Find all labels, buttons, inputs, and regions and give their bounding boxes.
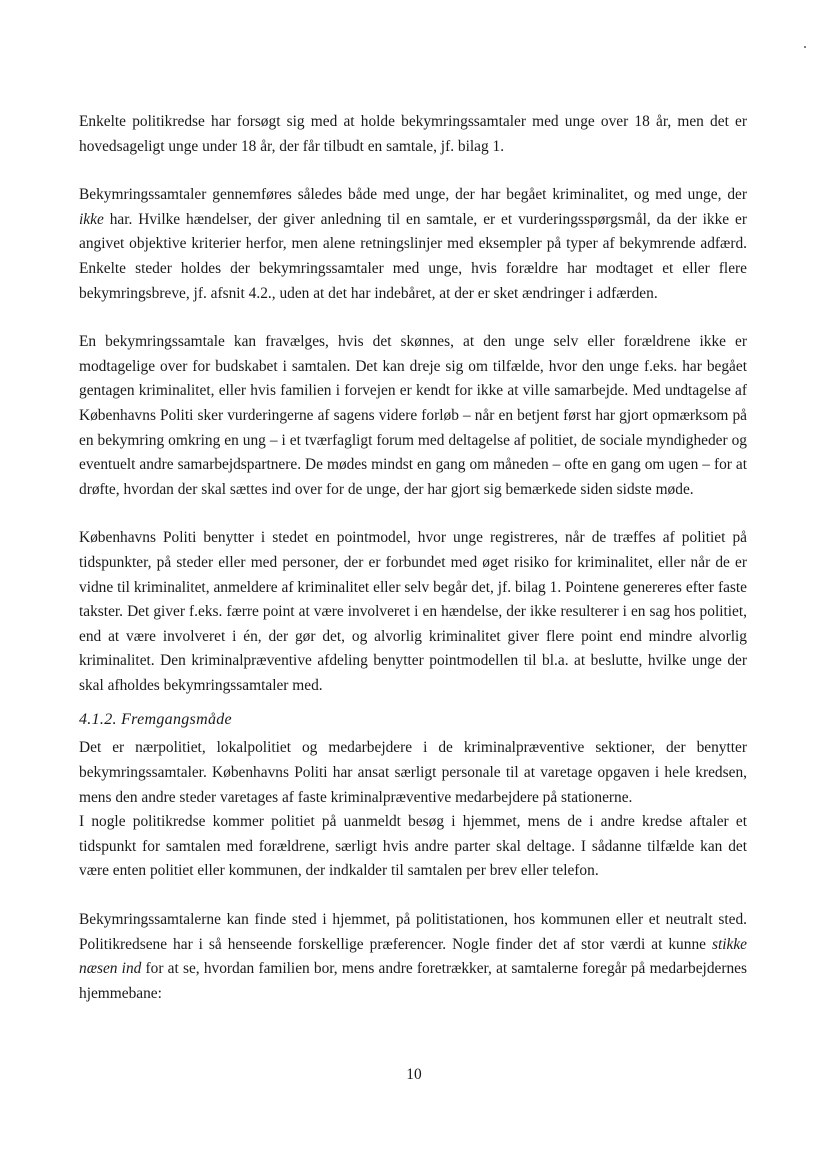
section-paragraph-2 [79,810,747,884]
text-segment: Enkelte politikredse har forsøgt sig med at holde bekymringssamtaler med unge over 18 år, men det er hovedsageligt unge under 18 år, der får tilbudt en samtale, jf. bilag 1. [79,113,747,155]
text-segment: har. Hvilke hændelser, der giver anledning til en samtale, er et vurderingsspørgsmål, da der ikke er angivet objektive kriterier herfor, men alene retningslinjer med eksempler på typer af bekymrende adfærd. Enkelte steder holdes der bekymringssamtaler med unge, hvis forældre har modtaget et eller flere bekymringsbreve, jf. afsnit 4.2., uden at det har indebåret, at der er sket ændringer i adfærden. [79,210,747,302]
section-paragraph-3 [79,908,747,1006]
scan-speck [804,46,806,48]
section-heading: 4.1.2. Fremgangsmåde [79,711,232,729]
paragraph-3 [79,330,747,502]
text-segment: I nogle politikredse kommer politiet på uanmeldt besøg i hjemmet, mens de i andre kredse aftaler et tidspunkt for samtalen med forældrene, særligt hvis andre parter skal deltage. I sådanne tilfælde kan det være enten politiet eller kommunen, der indkalder til samtalen per brev eller telefon. [79,813,747,880]
emphasis-text: stikke næsen ind [79,935,747,978]
text-segment: for at se, hvordan familien bor, mens andre foretrækker, at samtalerne foregår på medarbejdernes hjemmebane: [79,960,747,1002]
emphasis-text: ikke [79,210,104,228]
paragraph-1 [79,110,747,159]
paragraph-2 [79,183,747,306]
page-number: 10 [406,1066,422,1083]
text-segment: Københavns Politi benytter i stedet en pointmodel, hvor unge registreres, når de træffes af politiet på tidspunkter, på steder eller med personer, der er forbundet med øget risiko for kriminalitet, eller når de er vidne til kriminalitet, anmeldere af kriminalitet eller selv begår det, jf. bilag 1. Pointene genereres efter faste takster. Det giver f.eks. færre point at være involveret i en hændelse, der ikke resulterer i en sag hos politiet, end at være involveret i én, der gør det, og alvorlig kriminalitet giver flere point end mindre alvorlig kriminalitet. Den kriminalpræventive afdeling benytter pointmodellen til bl.a. at beslutte, hvilke unge der skal afholdes bekymringssamtaler med. [79,529,747,694]
paragraph-4 [79,526,747,698]
text-segment: En bekymringssamtale kan fravælges, hvis det skønnes, at den unge selv eller forældrene ikke er modtagelige over for budskabet i samtalen. Det kan dreje sig om tilfælde, hvor den unge f.eks. har begået gentagen kriminalitet, eller hvis familien i forvejen er kendt for ikke at ville samarbejde. Med undtagelse af Københavns Politi sker vurderingerne af sagens videre forløb – når en betjent først har gjort opmærksom på en bekymring omkring en ung – i et tværfagligt forum med deltagelse af politiet, de sociale myndigheder og eventuelt andre samarbejdspartnere. De mødes mindst en gang om måneden – ofte en gang om ugen – for at drøfte, hvordan der skal sættes ind over for de unge, der har gjort sig bemærkede siden sidste møde. [79,333,747,498]
text-segment: Det er nærpolitiet, lokalpolitiet og medarbejdere i de kriminalpræventive sektioner, der benytter bekymringssamtaler. Københavns Politi har ansat særligt personale til at varetage opgaven i hele kredsen, mens den andre steder varetages af faste kriminalpræventive medarbejdere på stationerne. [79,739,747,806]
text-segment: Bekymringssamtaler gennemføres således både med unge, der har begået kriminalitet, og med unge, der [79,186,747,204]
document-body [79,110,747,1006]
text-segment: Bekymringssamtalerne kan finde sted i hjemmet, på politistationen, hos kommunen eller et neutralt sted. Politikredsene har i så henseende forskellige præferencer. Nogle finder det af stor værdi at kunne [79,911,747,953]
section-paragraph-1 [79,736,747,810]
